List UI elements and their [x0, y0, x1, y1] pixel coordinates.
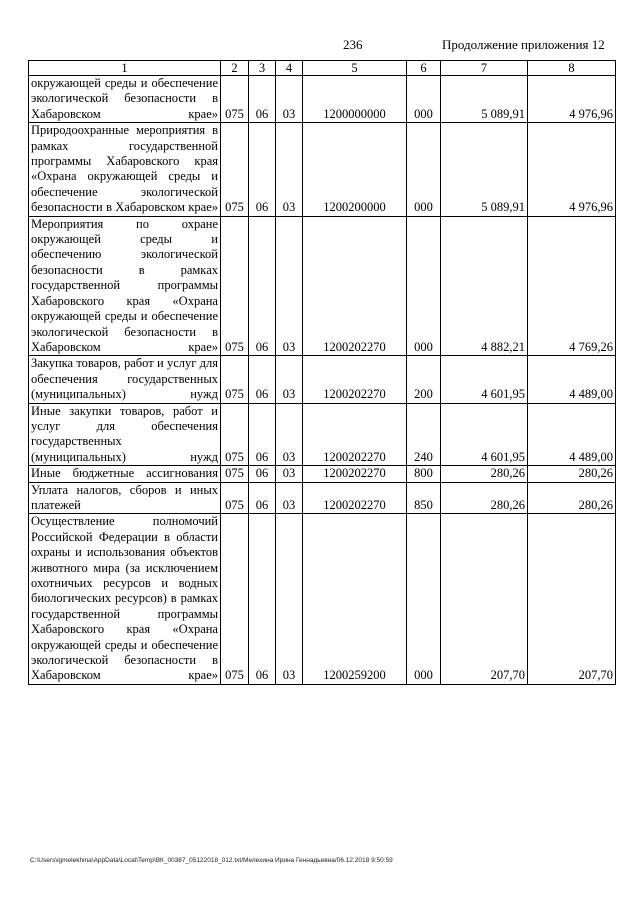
- subsection-cell: 03: [276, 403, 303, 466]
- amount-2019-cell: 4 601,95: [441, 356, 528, 403]
- table-row: [29, 216, 616, 356]
- subsection-cell: 03: [276, 356, 303, 403]
- column-header: 3: [249, 61, 276, 76]
- target-article-cell: 1200202270: [303, 356, 407, 403]
- footer-file-path: C:\Users\igmelekhina\AppData\Local\Temp\ВК_00387_05122018_012.txt/Мелехина Ирина Геннадьевна/06.12.2018 9:50:59: [30, 857, 393, 864]
- target-article-cell: 1200000000: [303, 76, 407, 123]
- column-header: 6: [407, 61, 441, 76]
- table-row: [29, 76, 616, 123]
- amount-2019-cell: 5 089,91: [441, 123, 528, 216]
- amount-2020-cell: 4 976,96: [528, 123, 616, 216]
- amount-2020-cell: 280,26: [528, 482, 616, 514]
- row-name-cell: Иные закупки товаров, работ и услуг для обеспечения государственных (муниципальных) нужд: [29, 403, 221, 466]
- subsection-cell: 03: [276, 216, 303, 356]
- expense-type-cell: 000: [407, 76, 441, 123]
- expense-type-cell: 000: [407, 514, 441, 684]
- column-header: 4: [276, 61, 303, 76]
- table-row: [29, 123, 616, 216]
- amount-2019-cell: 4 882,21: [441, 216, 528, 356]
- column-header: 8: [528, 61, 616, 76]
- expense-type-cell: 800: [407, 466, 441, 482]
- row-name-cell: Природоохранные мероприятия в рамках государственной программы Хабаровского края «Охрана окружающей среды и обеспечение экологической безопасности в Хабаровском крае»: [29, 123, 221, 216]
- table-row: [29, 466, 616, 482]
- table-row: [29, 514, 616, 684]
- table-body: [29, 76, 616, 685]
- subsection-cell: 03: [276, 482, 303, 514]
- target-article-cell: 1200202270: [303, 403, 407, 466]
- target-article-cell: 1200202270: [303, 216, 407, 356]
- column-header: 1: [29, 61, 221, 76]
- header-row: [29, 61, 616, 76]
- section-cell: 06: [249, 466, 276, 482]
- row-name-cell: окружающей среды и обеспечение экологической безопасности в Хабаровском крае»: [29, 76, 221, 123]
- table-row: [29, 403, 616, 466]
- section-cell: 06: [249, 356, 276, 403]
- admin-code-cell: 075: [221, 356, 249, 403]
- section-cell: 06: [249, 514, 276, 684]
- page-number: 236: [343, 37, 363, 52]
- target-article-cell: 1200202270: [303, 482, 407, 514]
- amount-2019-cell: 207,70: [441, 514, 528, 684]
- expense-type-cell: 200: [407, 356, 441, 403]
- row-name-cell: Уплата налогов, сборов и иных платежей: [29, 482, 221, 514]
- subsection-cell: 03: [276, 123, 303, 216]
- subsection-cell: 03: [276, 514, 303, 684]
- section-cell: 06: [249, 76, 276, 123]
- table-row: [29, 356, 616, 403]
- amount-2020-cell: 4 489,00: [528, 356, 616, 403]
- amount-2020-cell: 280,26: [528, 466, 616, 482]
- amount-2020-cell: 207,70: [528, 514, 616, 684]
- amount-2019-cell: 280,26: [441, 482, 528, 514]
- section-cell: 06: [249, 216, 276, 356]
- admin-code-cell: 075: [221, 466, 249, 482]
- admin-code-cell: 075: [221, 403, 249, 466]
- row-name-cell: Осуществление полномочий Российской Федерации в области охраны и использования объектов животного мира (за исключением охотничьих ресурсов и водных биологических ресурсов) в рамках государственной программы Хабаровского края «Охрана окружающей среды и обеспечение экологической безопасности в Хабаровском крае»: [29, 514, 221, 684]
- expense-type-cell: 240: [407, 403, 441, 466]
- amount-2020-cell: 4 489,00: [528, 403, 616, 466]
- appendix-continuation: Продолжение приложения 12: [442, 37, 605, 52]
- row-name-cell: Иные бюджетные ассигнования: [29, 466, 221, 482]
- amount-2019-cell: 280,26: [441, 466, 528, 482]
- section-cell: 06: [249, 482, 276, 514]
- target-article-cell: 1200259200: [303, 514, 407, 684]
- section-cell: 06: [249, 123, 276, 216]
- row-name-cell: Закупка товаров, работ и услуг для обеспечения государственных (муниципальных) нужд: [29, 356, 221, 403]
- subsection-cell: 03: [276, 466, 303, 482]
- table-row: [29, 482, 616, 514]
- row-name-cell: Мероприятия по охране окружающей среды и обеспечению экологической безопасности в рамках государственной программы Хабаровского края «Охрана окружающей среды и обеспечение экологической безопасности в Хабаровском крае»: [29, 216, 221, 356]
- admin-code-cell: 075: [221, 76, 249, 123]
- section-cell: 06: [249, 403, 276, 466]
- target-article-cell: 1200202270: [303, 466, 407, 482]
- column-header: 2: [221, 61, 249, 76]
- amount-2019-cell: 5 089,91: [441, 76, 528, 123]
- expense-type-cell: 000: [407, 216, 441, 356]
- admin-code-cell: 075: [221, 514, 249, 684]
- admin-code-cell: 075: [221, 216, 249, 356]
- admin-code-cell: 075: [221, 482, 249, 514]
- target-article-cell: 1200200000: [303, 123, 407, 216]
- column-header: 7: [441, 61, 528, 76]
- expense-type-cell: 850: [407, 482, 441, 514]
- amount-2020-cell: 4 769,26: [528, 216, 616, 356]
- budget-table: [28, 60, 616, 685]
- expense-type-cell: 000: [407, 123, 441, 216]
- column-header: 5: [303, 61, 407, 76]
- amount-2019-cell: 4 601,95: [441, 403, 528, 466]
- admin-code-cell: 075: [221, 123, 249, 216]
- subsection-cell: 03: [276, 76, 303, 123]
- amount-2020-cell: 4 976,96: [528, 76, 616, 123]
